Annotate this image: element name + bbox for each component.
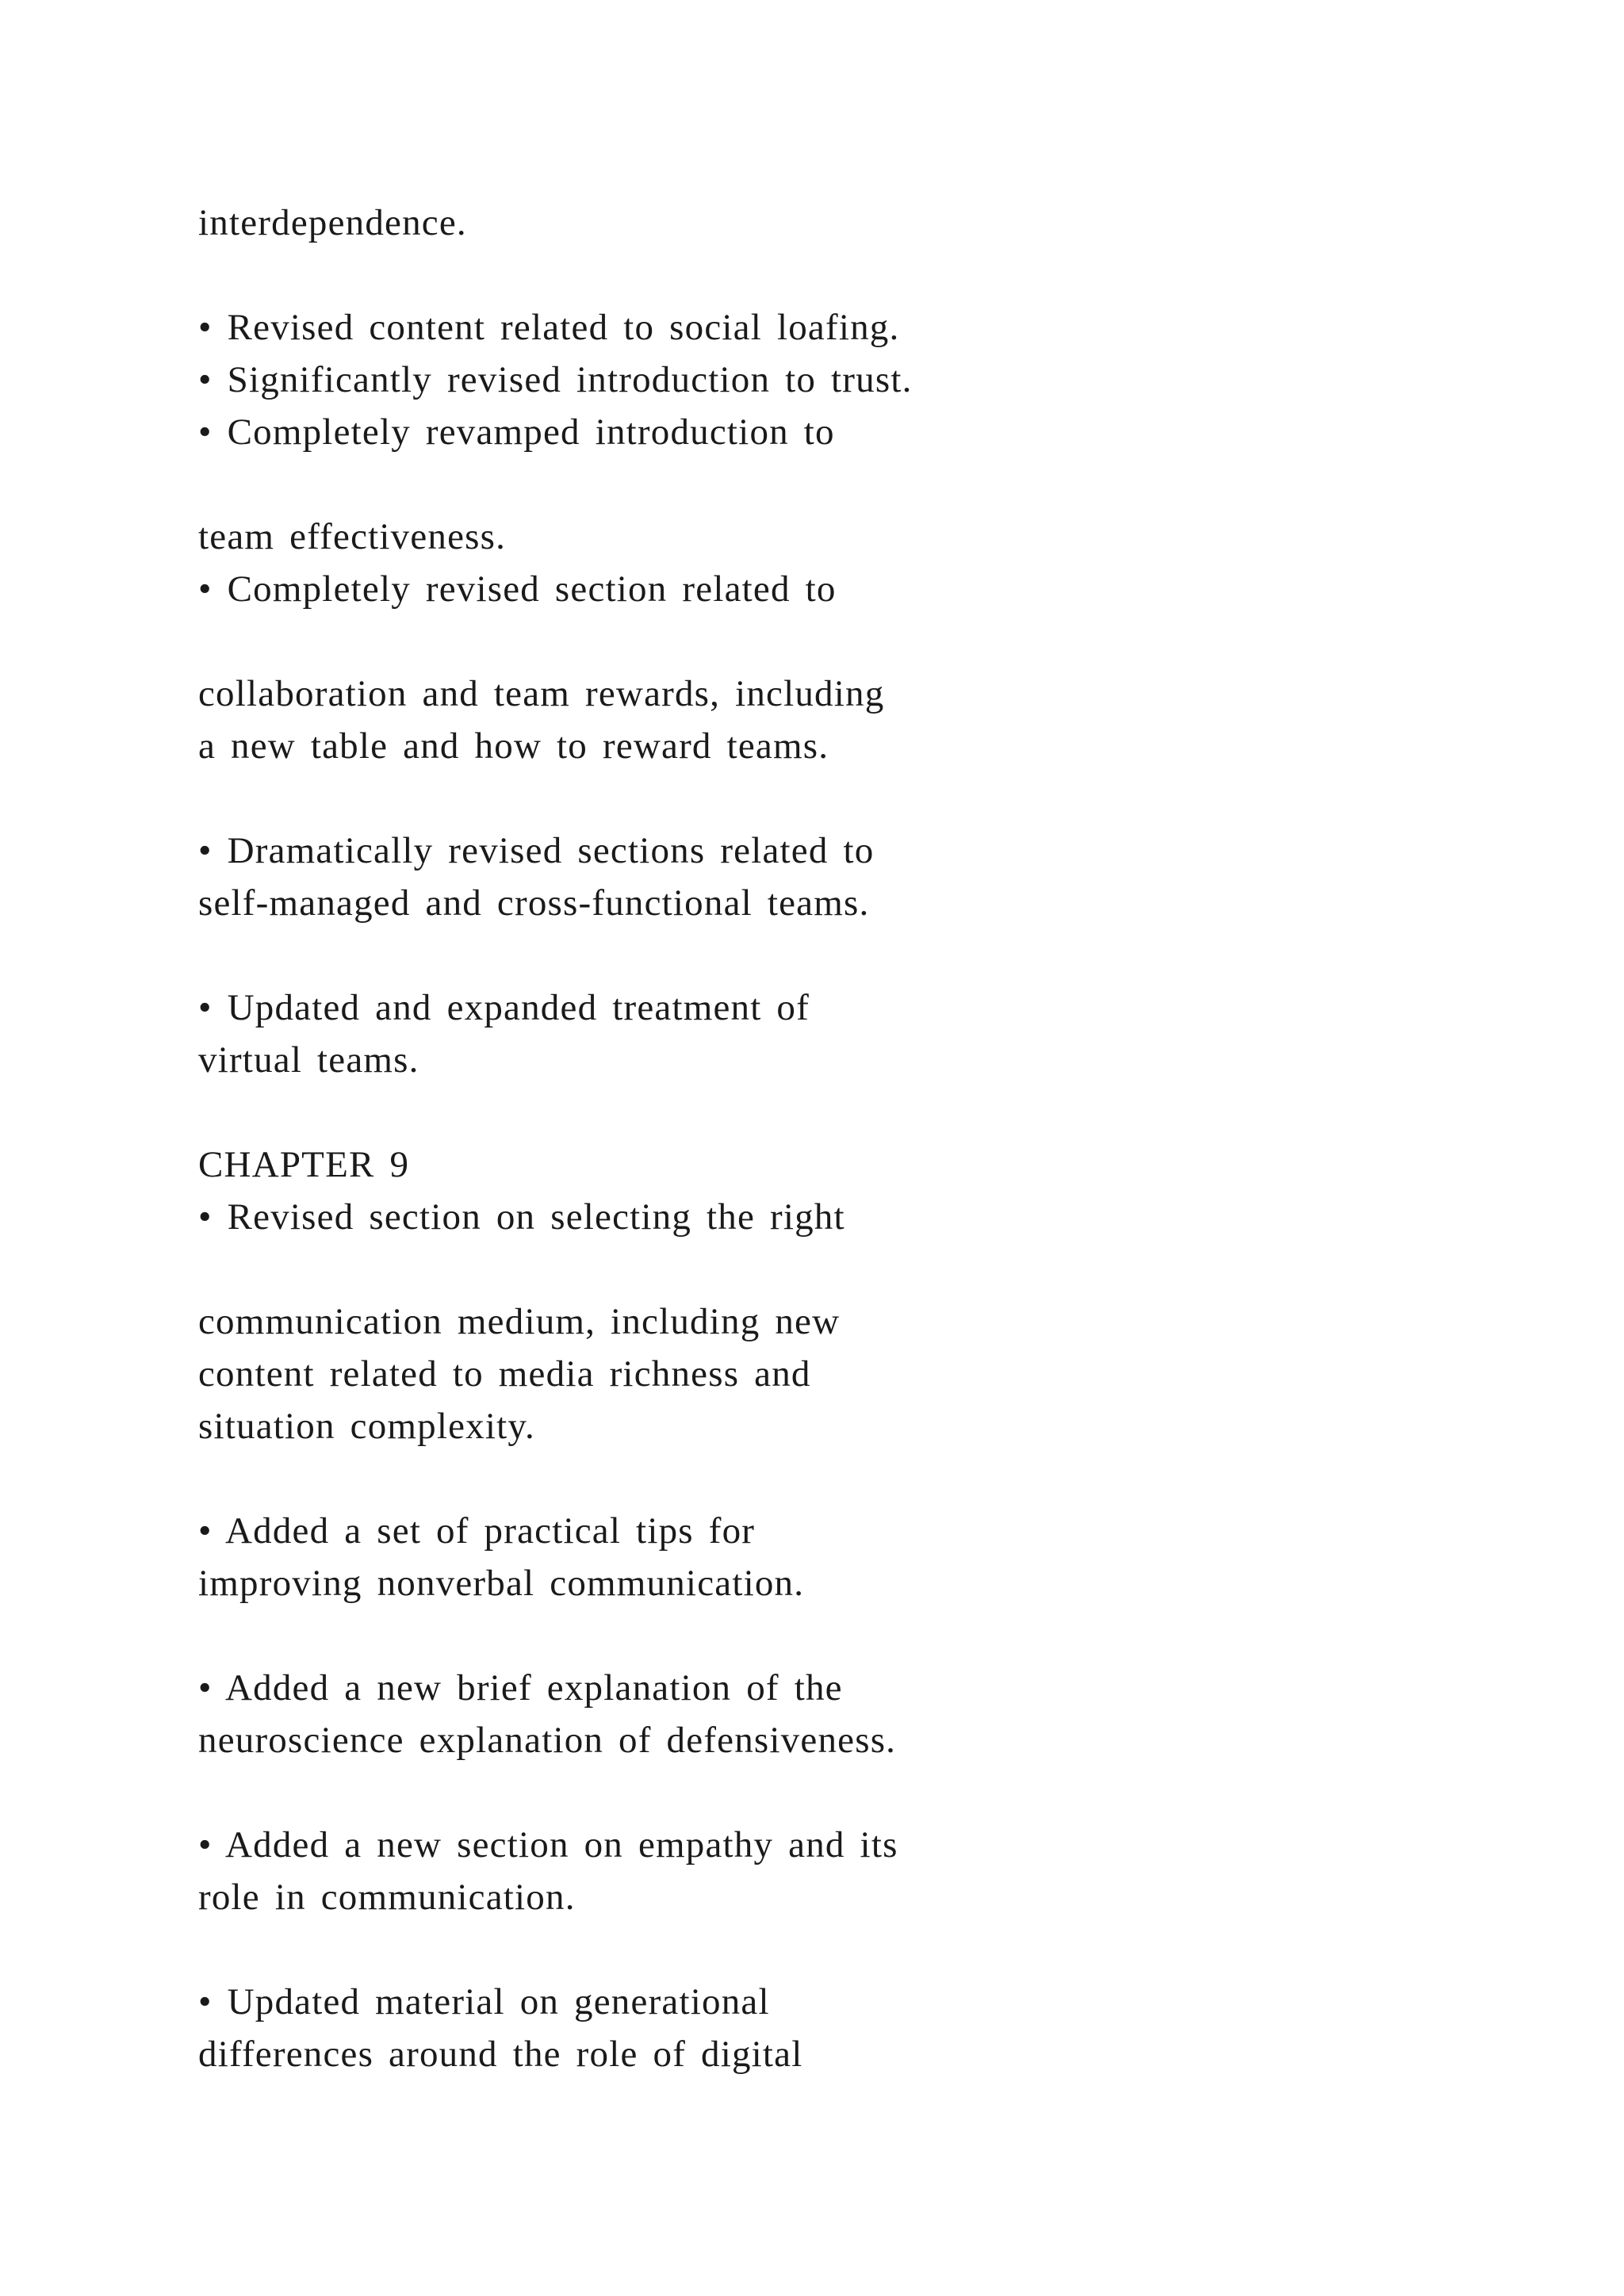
text-line: differences around the role of digital bbox=[198, 2034, 803, 2075]
text-line: collaboration and team rewards, including bbox=[198, 673, 885, 714]
text-line: situation complexity. bbox=[198, 1406, 535, 1447]
text-line: neuroscience explanation of defensiveness. bbox=[198, 1720, 897, 1761]
bullet-item: • Dramatically revised sections related to bbox=[198, 830, 875, 871]
chapter-heading: CHAPTER 9 bbox=[198, 1144, 410, 1185]
text-line: a new table and how to reward teams. bbox=[198, 725, 829, 767]
text-line: content related to media richness and bbox=[198, 1353, 811, 1395]
bullet-item: • Revised content related to social loafing. bbox=[198, 307, 900, 348]
bullet-item: • Updated and expanded treatment of bbox=[198, 987, 810, 1028]
bullet-item: • Completely revised section related to bbox=[198, 568, 837, 610]
bullet-item: • Added a new brief explanation of the bbox=[198, 1667, 843, 1709]
bullet-item: • Completely revamped introduction to bbox=[198, 411, 835, 453]
bullet-item: • Added a set of practical tips for bbox=[198, 1510, 756, 1552]
text-line: self-managed and cross-functional teams. bbox=[198, 882, 870, 924]
text-line: communication medium, including new bbox=[198, 1301, 841, 1342]
text-line: virtual teams. bbox=[198, 1039, 419, 1081]
bullet-item: • Revised section on selecting the right bbox=[198, 1196, 845, 1238]
text-line: interdependence. bbox=[198, 202, 467, 243]
bullet-item: • Added a new section on empathy and its bbox=[198, 1824, 898, 1866]
bullet-item: • Significantly revised introduction to trust. bbox=[198, 359, 913, 400]
text-line: improving nonverbal communication. bbox=[198, 1563, 805, 1604]
bullet-item: • Updated material on generational bbox=[198, 1981, 770, 2022]
text-line: role in communication. bbox=[198, 1877, 576, 1918]
text-line: team effectiveness. bbox=[198, 516, 507, 557]
